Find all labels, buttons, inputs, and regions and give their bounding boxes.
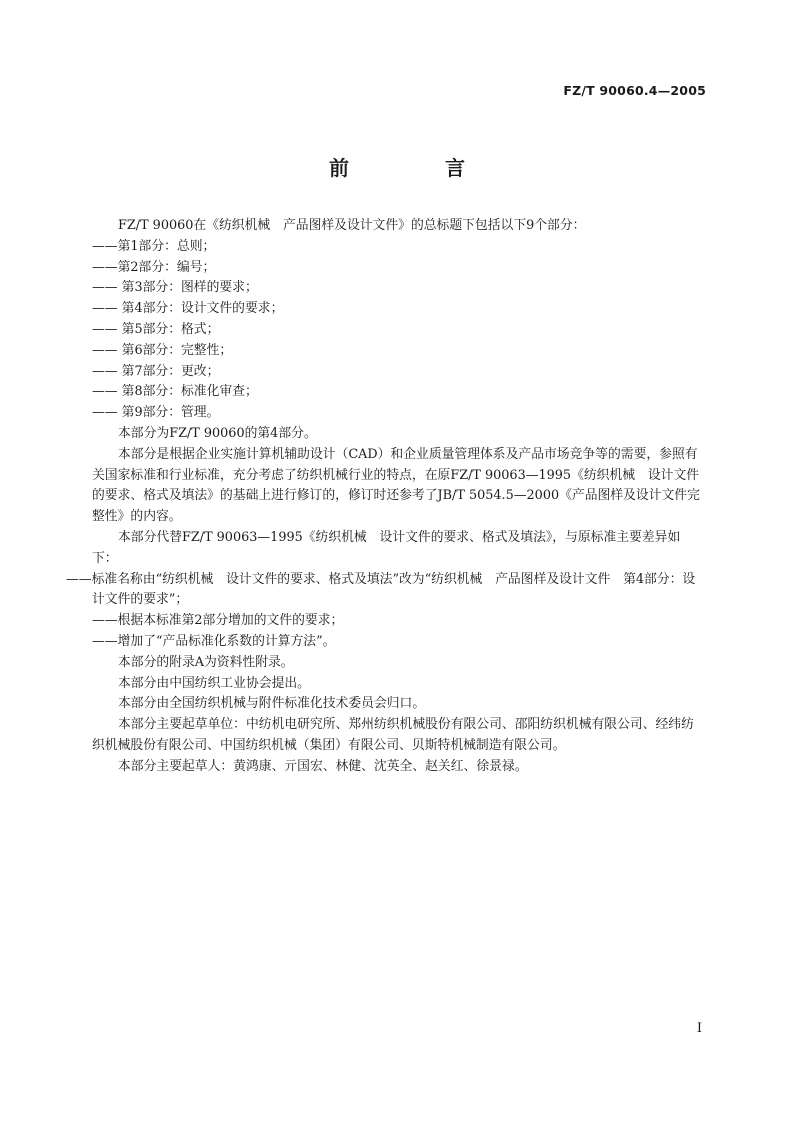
list-item: ——根据本标准第2部分增加的文件的要求； bbox=[92, 613, 344, 629]
list-item: ——增加了“产品标准化系数的计算方法”。 bbox=[92, 633, 336, 649]
paragraph: 本部分由全国纺织机械与附件标准化技术委员会归口。 bbox=[118, 696, 426, 712]
paragraph: 本部分由中国纺织工业协会提出。 bbox=[118, 675, 310, 691]
paragraph: 本部分主要起草人：黄鸿康、亓国宏、林健、沈英全、赵关红、徐景禄。 bbox=[118, 758, 528, 774]
standard-code: FZ/T 90060.4—2005 bbox=[563, 83, 706, 98]
list-item: —— 第9部分：管理。 bbox=[92, 405, 220, 421]
paragraph: 本部分为FZ/T 90060的第4部分。 bbox=[118, 425, 317, 441]
list-item: —— 第3部分：图样的要求； bbox=[92, 280, 258, 296]
page-title: 前 言 bbox=[329, 156, 503, 180]
list-item: ——第2部分：编号； bbox=[92, 259, 216, 275]
list-item: —— 第7部分：更改； bbox=[92, 363, 220, 379]
paragraph: 本部分是根据企业实施计算机辅助设计（CAD）和企业质量管理体系及产品市场竞争等的需要，参照有关国家标准和行业标准，充分考虑了纺织机械行业的特点，在原FZ/T 90063—1995《纺织机械 设计文件的要求、格式及填法》的基础上进行修订的，修订时还参考了JB/T 5054.5—2000《产品图样及设计文件完整性》的内容。 bbox=[92, 446, 700, 525]
paragraph: 本部分主要起草单位：中纺机电研究所、郑州纺织机械股份有限公司、邵阳纺织机械有限公司、经纬纺织机械股份有限公司、中国纺织机械（集团）有限公司、贝斯特机械制造有限公司。 bbox=[92, 717, 694, 753]
paragraph: 本部分的附录A为资料性附录。 bbox=[118, 654, 294, 670]
paragraph: 本部分代替FZ/T 90063—1995《纺织机械 设计文件的要求、格式及填法》，与原标准主要差异如下： bbox=[92, 529, 681, 566]
list-item: —— 第8部分：标准化审查； bbox=[92, 384, 258, 400]
foreword-body bbox=[66, 216, 704, 778]
list-item: —— 第6部分：完整性； bbox=[92, 342, 233, 358]
list-item: ——第1部分：总则； bbox=[92, 238, 216, 254]
page-number: I bbox=[696, 1021, 702, 1036]
list-item: ——标准名称由“纺织机械 设计文件的要求、格式及填法”改为“纺织机械 产品图样及设计文件 第4部分：设计文件的要求”； bbox=[66, 571, 696, 608]
paragraph: FZ/T 90060在《纺织机械 产品图样及设计文件》的总标题下包括以下9个部分： bbox=[118, 218, 586, 233]
list-item: —— 第4部分：设计文件的要求； bbox=[92, 301, 284, 317]
list-item: —— 第5部分：格式； bbox=[92, 321, 220, 337]
